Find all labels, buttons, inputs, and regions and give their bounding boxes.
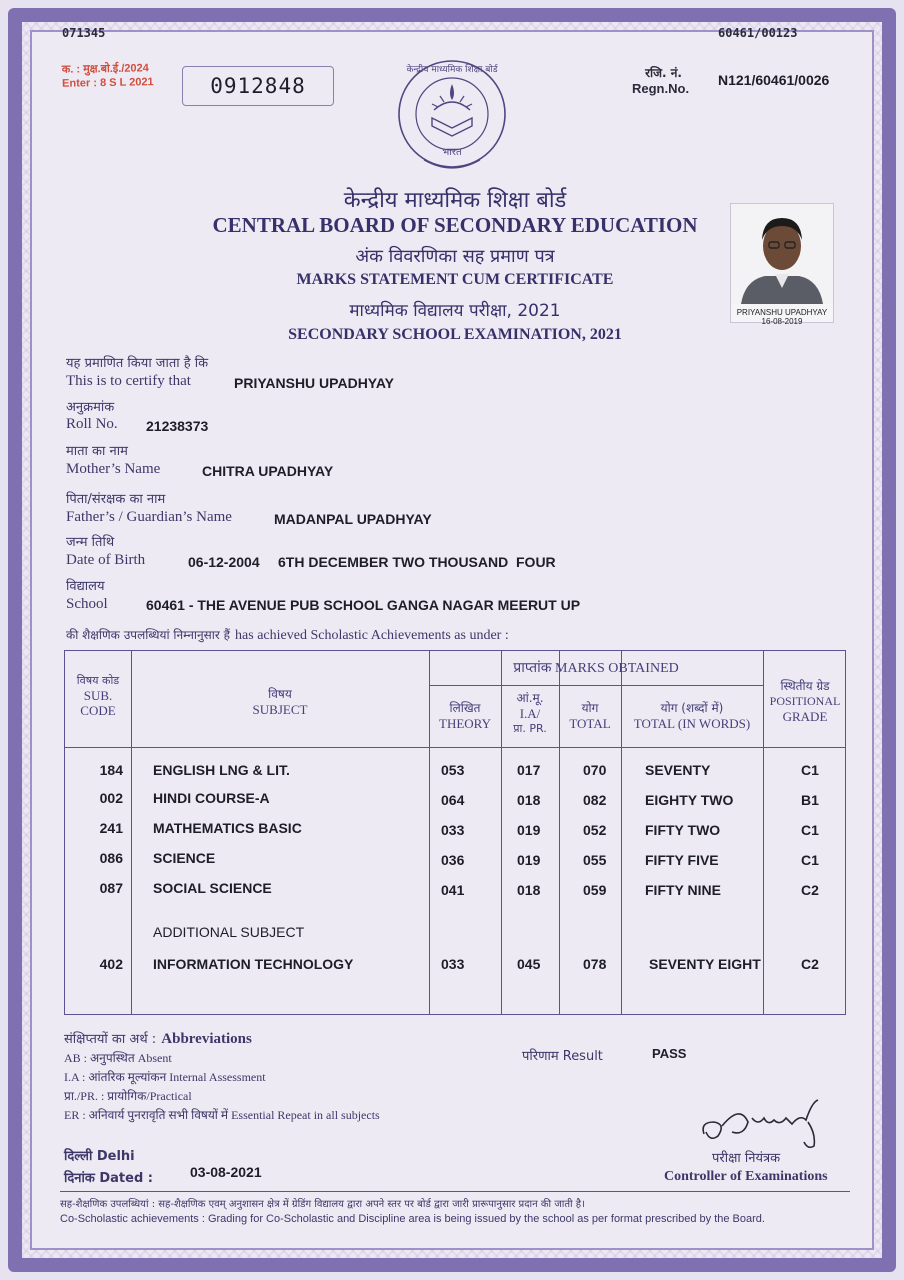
mother-label: Mother’s Name (66, 461, 161, 477)
exam-title-hindi: माध्यमिक विद्यालय परीक्षा, 2021 (349, 301, 561, 321)
controller-signature (696, 1092, 846, 1156)
certify-label-hindi: यह प्रमाणित किया जाता है कि (66, 356, 209, 371)
abbreviations-title: संक्षिप्तयों का अर्थ : Abbreviations (64, 1031, 252, 1047)
roll-label-hindi: अनुक्रमांक (66, 400, 115, 415)
photo-caption-date: 16-08-2019 (761, 317, 803, 326)
roll-label: Roll No. (66, 416, 118, 432)
school-label-hindi: विद्यालय (66, 579, 105, 594)
header-total: योग TOTAL (569, 701, 611, 731)
certificate-number-box (182, 66, 334, 106)
footer-divider (60, 1191, 850, 1192)
father-name: MADANPAL UPADHYAY (274, 511, 432, 527)
student-portrait-icon (731, 204, 833, 304)
issue-date: 03-08-2021 (190, 1164, 262, 1180)
issue-stamp (62, 61, 154, 91)
header-sub-code: विषय कोड SUB. CODE (76, 674, 120, 718)
father-label-hindi: पिता/संरक्षक का नाम (66, 492, 166, 507)
co-scholastic-note-hindi: सह-शैक्षणिक उपलब्धियां : सह-शैक्षणिक एवम् अनुशासन क्षेत्र में ग्रेडिंग विद्यालय द्वारा अपने स्तर पर बोर्ड द्वारा जारी प्रारूपानुसार प्रदान की जाती है। (60, 1199, 585, 1210)
dated-label: दिनांक Dated : (64, 1171, 153, 1186)
achievements-line (66, 624, 509, 644)
mother-label-hindi: माता का नाम (66, 444, 128, 459)
student-name: PRIYANSHU UPADHYAY (234, 375, 395, 391)
abbrev-practical: प्रा./PR. : प्रायोगिक/Practical (64, 1089, 192, 1103)
header-total-words: योग (शब्दों में) TOTAL (IN WORDS) (633, 701, 751, 731)
school-name: 60461 - THE AVENUE PUB SCHOOL GANGA NAGAR MEERUT UP (146, 597, 581, 613)
father-label: Father’s / Guardian’s Name (66, 509, 232, 525)
achievements-english: has achieved Scholastic Achievements as under : (235, 628, 509, 643)
controller-title: Controller of Examinations (664, 1169, 828, 1184)
controller-title-hindi: परीक्षा नियंत्रक (712, 1151, 781, 1166)
stamp-line-1: क. : मुक्ष.बो.ई./2024 (61, 62, 149, 76)
achievements-hindi: की शैक्षणिक उपलब्धियां निम्नानुसार हैं (66, 628, 230, 642)
document-title-english: MARKS STATEMENT CUM CERTIFICATE (296, 271, 614, 288)
additional-subject-label: ADDITIONAL SUBJECT (153, 924, 305, 940)
regn-label: रजि. नं. Regn.No. (632, 66, 690, 96)
abbrev-absent: AB : अनुपस्थित Absent (64, 1051, 172, 1065)
document-title-hindi: अंक विवरणिका सह प्रमाण पत्र (355, 246, 555, 267)
header-ia-pr: आं.मू. I.A/ प्रा. PR. (513, 691, 547, 735)
emblem-bottom-text: भारत (442, 147, 462, 158)
stamp-line-2: Enter : 8 S L 2021 (62, 76, 154, 90)
board-name-hindi: केन्द्रीय माध्यमिक शिक्षा बोर्ड (343, 188, 567, 213)
dob-label-hindi: जन्म तिथि (66, 535, 115, 550)
serial-right: 60461/00123 (718, 26, 798, 40)
dob-value: 06-12-2004 (188, 554, 260, 570)
board-name-english: CENTRAL BOARD OF SECONDARY EDUCATION (212, 213, 698, 237)
cbse-emblem-icon (394, 56, 510, 180)
serial-left: 071345 (62, 26, 106, 40)
student-photo (730, 203, 834, 326)
header-marks-obtained: प्राप्तांक MARKS OBTAINED (513, 661, 679, 676)
certificate-number: 0912848 (210, 74, 306, 98)
abbrev-internal-assessment: I.A : आंतरिक मूल्यांकन Internal Assessment (64, 1070, 266, 1084)
co-scholastic-note: Co-Scholastic achievements : Grading for Co-Scholastic and Discipline area is being issued by the school as per format prescribed by the Board. (60, 1213, 765, 1225)
school-label: School (66, 596, 108, 612)
mother-name: CHITRA UPADHYAY (202, 463, 334, 479)
photo-caption-name: PRIYANSHU UPADHYAY (736, 308, 828, 317)
regn-number: N121/60461/0026 (718, 72, 830, 88)
exam-title-english: SECONDARY SCHOOL EXAMINATION, 2021 (288, 326, 622, 343)
marks-table: विषय कोड SUB. CODE विषय SUBJECT प्राप्तांक MARKS OBTAINED लिखित THEORY आं.मू. I.A/ प्रा. PR. योग TOTAL योग (शब्दों में) TOTAL (IN WORDS) स्थितीय ग्रेड POSITIONAL GRADE 184 ENGLISH LNG & LIT. 053 017 070 SEVENTY C1 002 HINDI COURSE-A 064 018 082 EIGHTY TWO B1 241 MATHEMATICS BASIC 033 019 052 FIFTY TWO C1 086 SCIENCE 036 019 055 FIFTY FIVE C1 087 SOCIAL SCIENCE 041 018 059 FIFTY NINE C2 ADDITIONAL SUBJECT 402 INFORMATION TECHNOLOGY 033 045 078 SEVENTY EIGHT C2 (64, 650, 846, 1015)
certify-label: This is to certify that (66, 373, 191, 389)
abbrev-essential-repeat: ER : अनिवार्य पुनरावृति सभी विषयों में Essential Repeat in all subjects (64, 1108, 380, 1122)
result-label: परिणाम Result (522, 1049, 603, 1064)
header-subject: विषय SUBJECT (252, 687, 308, 717)
dob-words: 6TH DECEMBER TWO THOUSAND FOUR (278, 554, 556, 570)
emblem-ring-text: केन्द्रीय माध्यमिक शिक्षा बोर्ड (406, 65, 498, 75)
result-value: PASS (652, 1046, 687, 1061)
dob-label: Date of Birth (66, 552, 146, 568)
roll-number: 21238373 (146, 418, 209, 434)
header-theory: लिखित THEORY (439, 701, 491, 731)
header-grade: स्थितीय ग्रेड POSITIONAL GRADE (769, 679, 841, 724)
place-label: दिल्ली Delhi (64, 1149, 135, 1164)
